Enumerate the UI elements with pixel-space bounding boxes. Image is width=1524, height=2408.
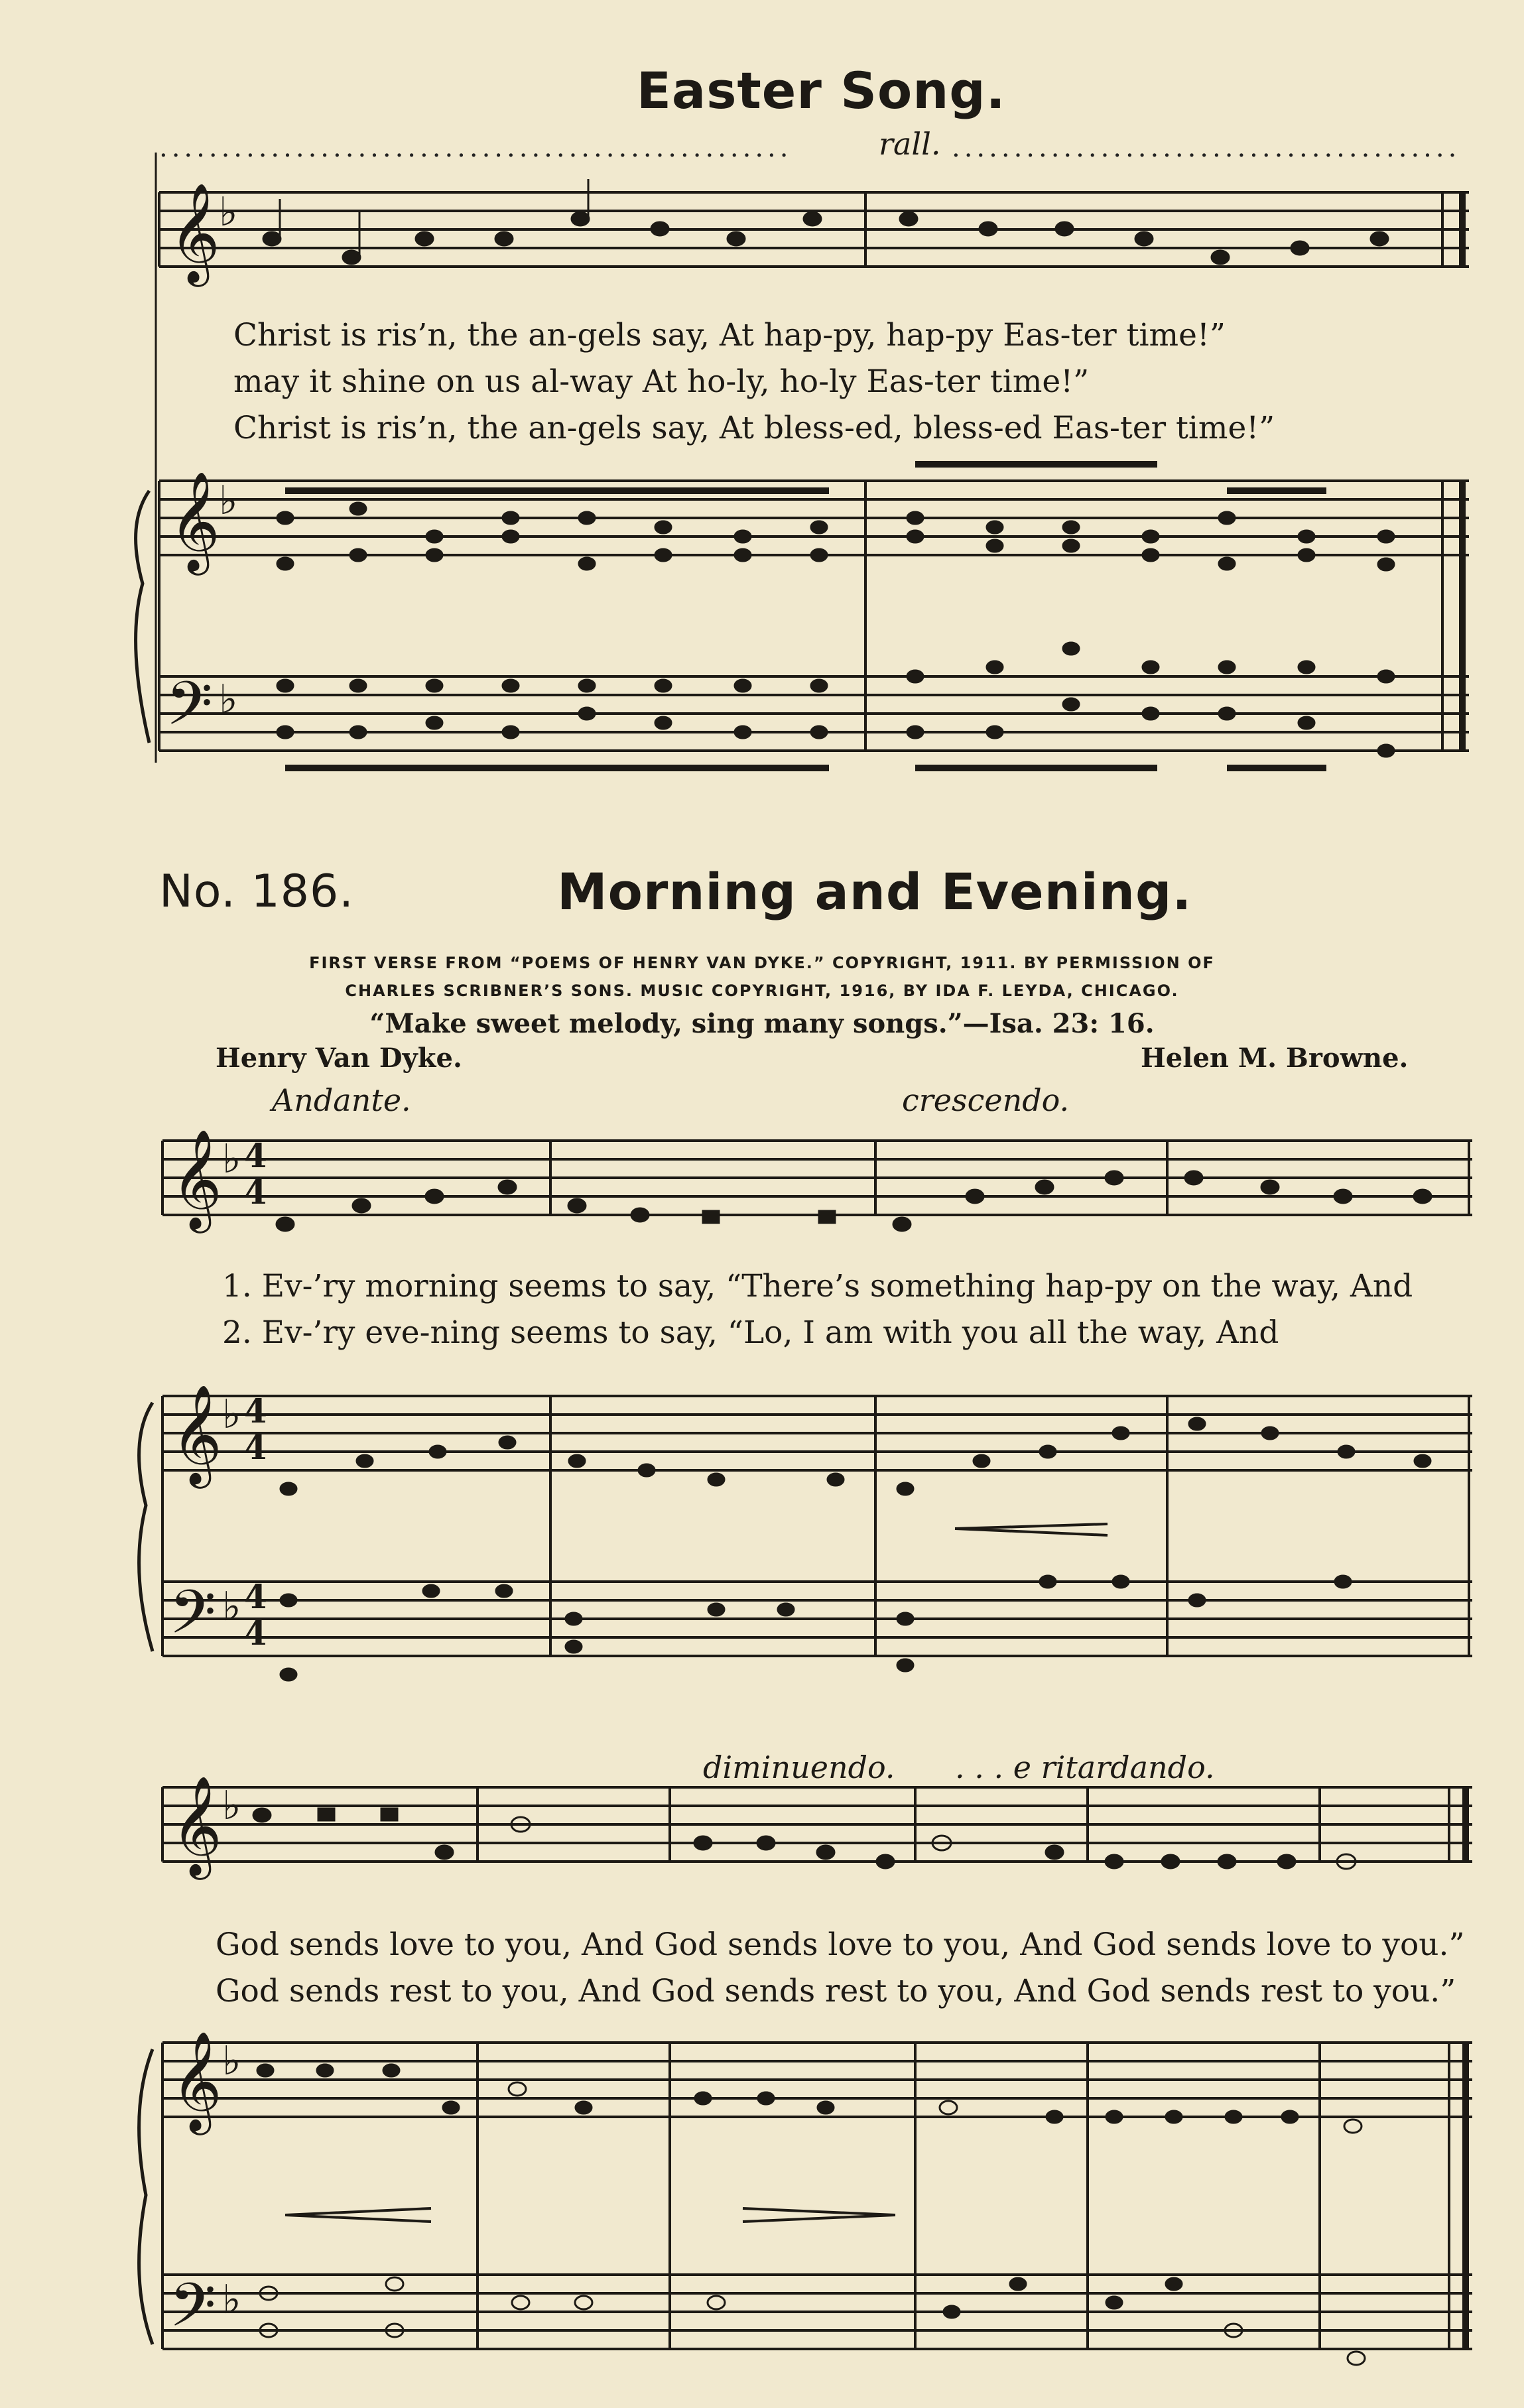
dotted-leader-right: ......................................... — [952, 133, 1461, 163]
dotted-leader-left: ................................................... — [159, 133, 793, 163]
svg-text:𝄞: 𝄞 — [171, 1383, 222, 1484]
lyric-line-1: Christ is ris’n, the an-gels say, At hap-py, hap-py Eas-ter time!” — [233, 317, 1226, 353]
dynamic-crescendo: crescendo. — [902, 1082, 1070, 1118]
verse-2-line-b: God sends rest to you, And God sends rest to you, And God sends rest to you.” — [216, 1973, 1456, 2009]
hymn-number: No. 186. — [159, 865, 354, 918]
lyricist: Henry Van Dyke. — [216, 1043, 462, 1074]
svg-text:𝄞: 𝄞 — [171, 2030, 222, 2131]
svg-text:♭: ♭ — [222, 1136, 241, 1182]
svg-text:𝄞: 𝄞 — [171, 1775, 222, 1875]
svg-text:𝄞: 𝄞 — [171, 1128, 222, 1229]
svg-text:♭: ♭ — [222, 1391, 241, 1438]
verse-2-line-a: 2. Ev-’ry eve-ning seems to say, “Lo, I am with you all the way, And — [222, 1314, 1279, 1351]
tempo-mark: rall. — [879, 126, 941, 162]
copyright-line-1: FIRST VERSE FROM “POEMS OF HENRY VAN DYKE.” COPYRIGHT, 1911. BY PERMISSION OF — [309, 954, 1215, 972]
svg-text:♭: ♭ — [222, 2277, 241, 2323]
dynamic-ritardando: . . . e ritardando. — [955, 1749, 1215, 1785]
svg-text:♭: ♭ — [219, 676, 238, 723]
svg-text:4: 4 — [244, 1136, 267, 1175]
lyric-line-2: may it shine on us al-way At ho-ly, ho-ly Eas-ter time!” — [233, 363, 1090, 400]
svg-text:♭: ♭ — [222, 1783, 241, 1829]
svg-text:𝄢: 𝄢 — [166, 668, 213, 753]
svg-text:4: 4 — [244, 1428, 267, 1467]
svg-text:♭: ♭ — [222, 2038, 241, 2084]
svg-text:♭: ♭ — [222, 1584, 241, 1630]
piece-title: Easter Song. — [637, 61, 1006, 120]
svg-text:𝄢: 𝄢 — [169, 1577, 216, 1662]
tempo-marking: Andante. — [272, 1082, 411, 1118]
svg-text:4: 4 — [244, 1577, 267, 1616]
verse-1-line-b: God sends love to you, And God sends love to you, And God sends love to you.” — [216, 1927, 1465, 1963]
svg-text:4: 4 — [244, 1172, 267, 1212]
svg-text:4: 4 — [244, 1614, 267, 1653]
svg-text:♭: ♭ — [219, 477, 238, 524]
dynamic-diminuendo: diminuendo. — [703, 1749, 895, 1785]
verse-1-line-a: 1. Ev-’ry morning seems to say, “There’s something hap-py on the way, And — [222, 1268, 1413, 1304]
svg-text:𝄞: 𝄞 — [169, 470, 220, 571]
svg-text:4: 4 — [244, 1391, 267, 1430]
svg-text:♭: ♭ — [219, 189, 238, 235]
composer: Helen M. Browne. — [1141, 1043, 1409, 1074]
svg-text:𝄞: 𝄞 — [169, 182, 220, 283]
svg-text:𝄢: 𝄢 — [169, 2270, 216, 2355]
lyric-line-3: Christ is ris’n, the an-gels say, At bless-ed, bless-ed Eas-ter time!” — [233, 410, 1275, 446]
copyright-line-2: CHARLES SCRIBNER’S SONS. MUSIC COPYRIGHT, 1916, BY IDA F. LEYDA, CHICAGO. — [345, 982, 1179, 1000]
hymn-title: Morning and Evening. — [557, 862, 1192, 921]
scripture-quote: “Make sweet melody, sing many songs.”—Isa. 23: 16. — [369, 1008, 1155, 1039]
